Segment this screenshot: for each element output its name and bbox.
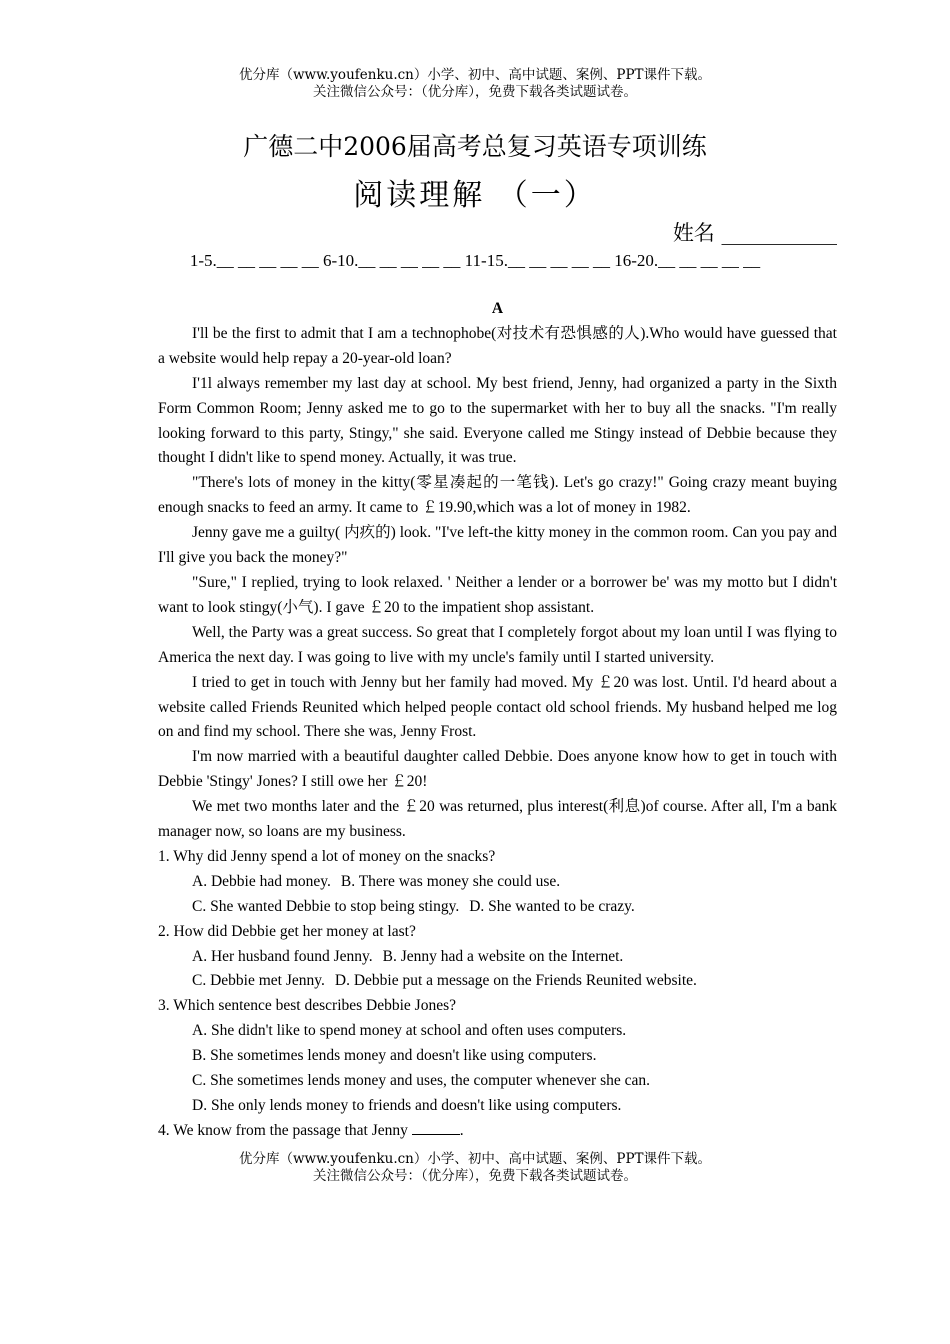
page-subtitle: 阅读理解 （一） xyxy=(353,178,597,213)
answer-option: C. Debbie met Jenny. xyxy=(192,972,325,990)
answer-option: A. Debbie had money. xyxy=(192,872,331,890)
answer-option: B. She sometimes lends money and doesn't like using computers. xyxy=(192,1047,597,1065)
question-list xyxy=(158,845,837,1119)
answer-option: D. Debbie put a message on the Friends Reunited website. xyxy=(334,972,697,990)
passage-paragraph: Well, the Party was a great success. So great that I completely forgot about my loan until I was flying to America the next day. I was going to live with my uncle's family until I started university. xyxy=(158,623,837,666)
passage-paragraph: I'm now married with a beautiful daughter called Debbie. Does anyone know how to get in touch with Debbie 'Stingy' Jones? I still owe her ￡20! xyxy=(158,748,837,791)
option-row xyxy=(158,1094,837,1119)
answer-blank xyxy=(412,1119,460,1135)
passage-paragraph: We met two months later and the ￡20 was returned, plus interest(利息)of course. After all, I'm a bank manager now, so loans are my business. xyxy=(158,798,837,841)
passage-content xyxy=(158,297,837,1144)
name-field: 姓名 ___________ xyxy=(672,221,837,245)
answer-option: D. She only lends money to friends and doesn't like using computers. xyxy=(192,1097,622,1114)
question-stem: 1. Why did Jenny spend a lot of money on the snacks? xyxy=(158,847,496,865)
option-row xyxy=(158,895,837,920)
passage-paragraph: "Sure," I replied, trying to look relaxed. ' Neither a lender or a borrower be' was my motto but I didn't want to look stingy(小气). I gave ￡20 to the impatient shop assistant. xyxy=(158,573,837,616)
passage-paragraph: I tried to get in touch with Jenny but her family had moved. My ￡20 was lost. Until. I'd heard about a website called Friends Reunited which helped people contact old school friends. My husband helped me log on and find my school. There she was, Jenny Frost. xyxy=(158,673,837,741)
passage-paragraph: I'1l always remember my last day at school. My best friend, Jenny, had organized a party in the Sixth Form Common Room; Jenny asked me to go to the supermarket with her to buy all the snacks. "I'm really looking forward to this party, Stingy," she said. Everyone called me Stingy instead of Debbie because they thought I didn't like to spend money. Actually, it was true. xyxy=(158,374,837,467)
question-4-prefix: 4. We know from the passage that Jenny xyxy=(158,1121,412,1139)
section-label: A xyxy=(491,300,504,317)
answer-option: D. She wanted to be crazy. xyxy=(469,897,635,915)
passage-paragraph: I'll be the first to admit that I am a technophobe(对技术有恐惧感的人).Who would have guessed that a website would help repay a 20-year-old loan? xyxy=(158,324,837,367)
header-ad xyxy=(0,67,950,101)
passage-paragraph: "There's lots of money in the kitty(零星凑起的一笔钱). Let's go crazy!" Going crazy meant buying enough snacks to feed an army. It came to ￡19.90,which was a lot of money in 1982. xyxy=(158,474,837,517)
option-row xyxy=(158,1044,837,1069)
passage-paragraphs xyxy=(158,322,837,845)
passage-paragraph: Jenny gave me a guilty( 内疚的) look. "I've left-the kitty money in the common room. Can you pay and I'll give you back the money?" xyxy=(158,524,837,567)
answer-option: C. She wanted Debbie to stop being stingy. xyxy=(192,897,460,915)
header-ad-line1: 优分库（www.youfenku.cn）小学、初中、高中试题、案例、PPT课件下载。 xyxy=(238,67,712,83)
option-row xyxy=(158,1019,837,1044)
header-ad-line2: 关注微信公众号：（优分库），免费下载各类试题试卷。 xyxy=(313,84,637,100)
option-row xyxy=(158,969,837,994)
question-4-suffix: . xyxy=(459,1121,464,1139)
footer-ad-line2: 关注微信公众号：（优分库），免费下载各类试题试卷。 xyxy=(313,1168,637,1184)
answer-option: C. She sometimes lends money and uses, the computer whenever she can. xyxy=(192,1072,650,1090)
option-row xyxy=(158,945,837,970)
option-row xyxy=(158,870,837,895)
footer-ad xyxy=(0,1151,950,1185)
page-title: 广德二中2006届高考总复习英语专项训练 xyxy=(243,132,707,161)
question-stem: 2. How did Debbie get her money at last? xyxy=(158,922,416,940)
question-stem: 3. Which sentence best describes Debbie Jones? xyxy=(158,997,456,1015)
question-4 xyxy=(158,1119,837,1144)
answer-option: B. There was money she could use. xyxy=(340,872,561,890)
answer-option: A. She didn't like to spend money at school and often uses computers. xyxy=(192,1022,627,1040)
answer-option: A. Her husband found Jenny. xyxy=(192,947,373,965)
answer-line: 1-5.__ __ __ __ __ 6-10.__ __ __ __ __ 11-15.__ __ __ __ __ 16-20.__ __ __ __ __ xyxy=(189,251,761,270)
footer-ad-line1: 优分库（www.youfenku.cn）小学、初中、高中试题、案例、PPT课件下载。 xyxy=(238,1151,712,1167)
answer-option: B. Jenny had a website on the Internet. xyxy=(382,947,624,965)
option-row xyxy=(158,1069,837,1094)
